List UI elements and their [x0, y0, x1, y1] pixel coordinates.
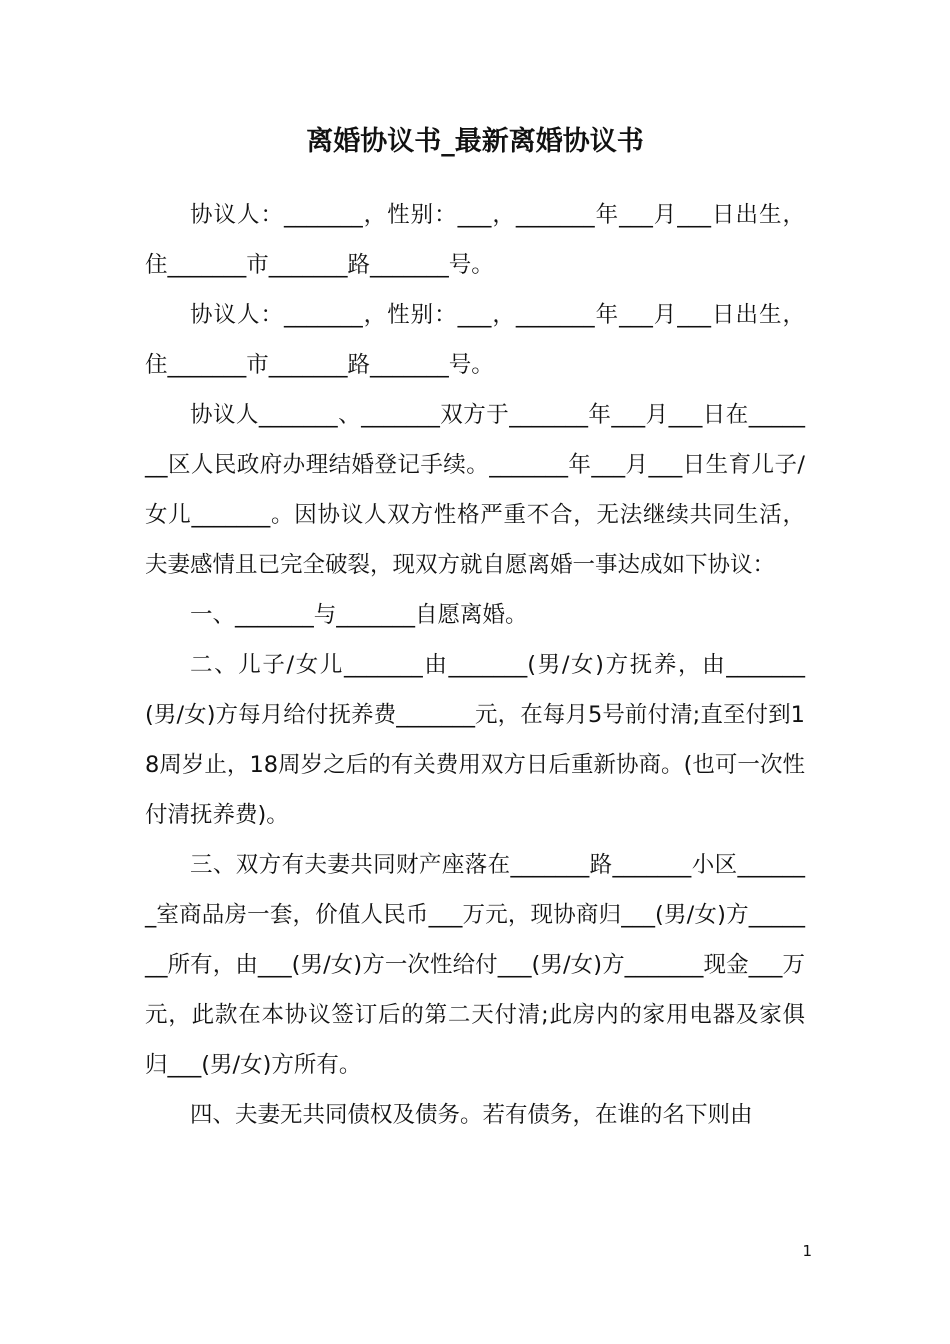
clause-1: 一、_______与_______自愿离婚。 — [190, 602, 528, 628]
paragraph-party-2: 协议人：_______，性别：___，_______年___月___日出生，住_______市_______路_______号。 — [145, 302, 805, 378]
paragraph-party-1: 协议人：_______，性别：___，_______年___月___日出生，住_______市_______路_______号。 — [145, 202, 805, 278]
clause-2: 二、儿子/女儿_______由_______(男/女)方抚养，由_______(男/女)方每月给付抚养费_______元，在每月5号前付清;直至付到18周岁止，18周岁之后的有关费用双方日后重新协商。(也可一次性付清抚养费)。 — [145, 652, 805, 828]
clause-4: 四、夫妻无共同债权及债务。若有债务，在谁的名下则由 — [190, 1102, 753, 1128]
paragraph-background: 协议人_______、_______双方于_______年___月___日在_______区人民政府办理结婚登记手续。_______年___月___日生育儿子/女儿_______。因协议人双方性格严重不合，无法继续共同生活，夫妻感情且已完全破裂，现双方就自愿离婚一事达成如下协议： — [145, 402, 805, 578]
document-body — [145, 190, 805, 1140]
clause-3: 三、双方有夫妻共同财产座落在_______路_______小区_______室商品房一套，价值人民币___万元，现协商归___(男/女)方_______所有，由___(男/女)方一次性给付___(男/女)方_______现金___万元，此款在本协议签订后的第二天付清;此房内的家用电器及家俱归___(男/女)方所有。 — [145, 852, 805, 1078]
page-number: 1 — [802, 1242, 812, 1260]
document-title: 离婚协议书_最新离婚协议书 — [306, 126, 644, 157]
